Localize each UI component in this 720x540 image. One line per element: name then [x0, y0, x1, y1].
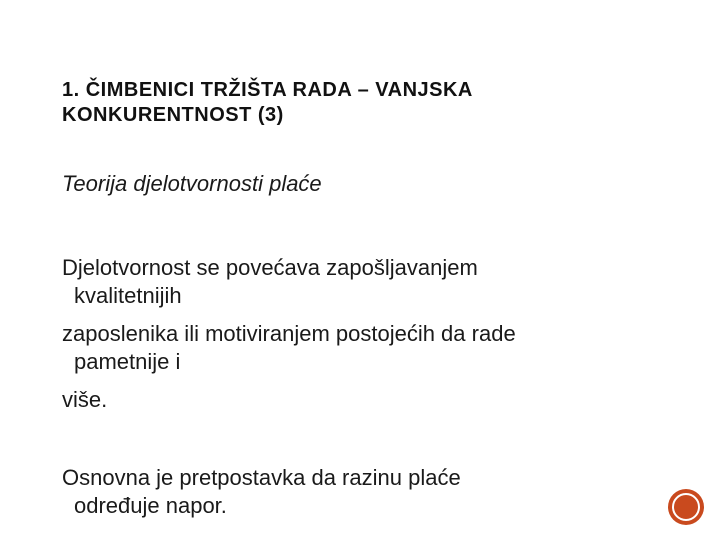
- paragraph-1-line-1: Djelotvornost se povećava zapošljavanjem: [62, 255, 478, 280]
- button-core: [677, 498, 695, 516]
- slide-title: [62, 78, 662, 128]
- paragraph-1-line-4: pametnije i: [74, 349, 181, 374]
- spacer: [62, 376, 682, 386]
- paragraph-1-line-3: zaposlenika ili motiviranjem postojećih da rade: [62, 321, 516, 346]
- title-line-2: KONKURENTNOST (3): [62, 104, 284, 126]
- spacer: [62, 310, 682, 320]
- paragraph-1-line-2: kvalitetnijih: [74, 283, 182, 308]
- paragraph-2-line-2: određuje napor.: [74, 493, 227, 518]
- paragraph-2-line-1: Osnovna je pretpostavka da razinu plaće: [62, 465, 461, 490]
- slide-subtitle: Teorija djelotvornosti plaće: [62, 171, 322, 196]
- paragraph-1-line-5: više.: [62, 387, 108, 412]
- circle-button-icon[interactable]: [668, 489, 704, 525]
- slide-body: [62, 254, 682, 520]
- spacer: [62, 414, 682, 464]
- title-line-1: 1. ČIMBENICI TRŽIŠTA RADA – VANJSKA: [62, 79, 473, 101]
